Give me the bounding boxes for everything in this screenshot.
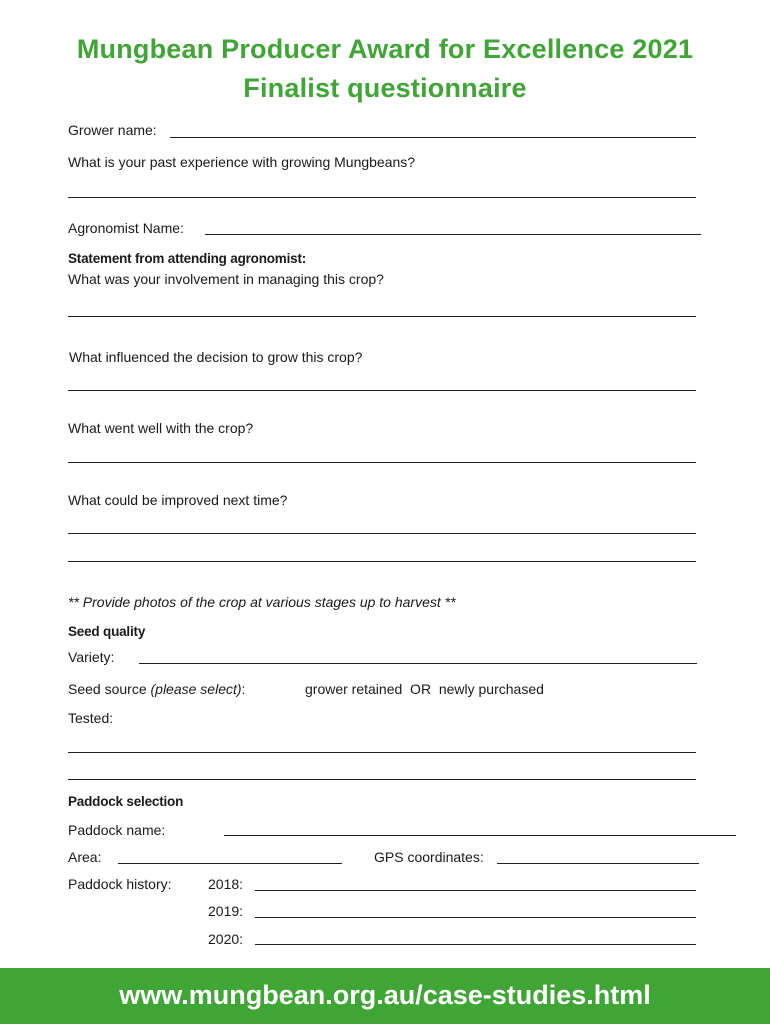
tested-line-2[interactable] — [68, 779, 696, 780]
tested-line-1[interactable] — [68, 752, 696, 753]
seed-quality-heading: Seed quality — [68, 624, 146, 639]
history-2019-line[interactable] — [255, 917, 696, 918]
went-well-question: What went well with the crop? — [68, 420, 254, 436]
seed-source-colon: : — [241, 681, 246, 697]
improved-line-2[interactable] — [68, 561, 696, 562]
photos-note: ** Provide photos of the crop at various stages up to harvest ** — [68, 594, 456, 610]
form-title: Mungbean Producer Award for Excellence 2021 — [76, 34, 694, 64]
grower-name-label: Grower name: — [68, 122, 157, 138]
footer-url[interactable]: www.mungbean.org.au/case-studies.html — [119, 980, 651, 1010]
seed-source-options[interactable]: grower retained OR newly purchased — [305, 681, 544, 697]
seed-source-text: Seed source — [68, 681, 147, 697]
statement-heading: Statement from attending agronomist: — [68, 251, 307, 266]
involvement-question: What was your involvement in managing this crop? — [68, 271, 384, 287]
paddock-heading: Paddock selection — [68, 794, 184, 809]
tested-label: Tested: — [68, 710, 114, 726]
past-experience-line[interactable] — [68, 197, 696, 198]
history-2018-line[interactable] — [255, 890, 696, 891]
paddock-name-label: Paddock name: — [68, 822, 166, 838]
gps-line[interactable] — [497, 863, 699, 864]
history-year-2019: 2019: — [208, 903, 244, 919]
influenced-line[interactable] — [68, 390, 696, 391]
variety-line[interactable] — [139, 663, 697, 664]
grower-name-line[interactable] — [170, 137, 696, 138]
influenced-question: What influenced the decision to grow this crop? — [69, 349, 363, 365]
seed-source-label — [68, 681, 245, 697]
history-year-2020: 2020: — [208, 931, 244, 947]
went-well-line[interactable] — [68, 462, 696, 463]
form-subtitle: Finalist questionnaire — [243, 73, 527, 103]
area-label: Area: — [68, 849, 102, 865]
paddock-name-line[interactable] — [224, 835, 736, 836]
variety-label: Variety: — [68, 649, 115, 665]
paddock-history-label: Paddock history: — [68, 876, 172, 892]
history-2020-line[interactable] — [255, 944, 696, 945]
past-experience-question: What is your past experience with growing Mungbeans? — [68, 154, 416, 170]
please-select-text: (please select) — [150, 681, 242, 697]
agronomist-name-line[interactable] — [205, 234, 701, 235]
area-line[interactable] — [118, 863, 342, 864]
gps-label: GPS coordinates: — [374, 849, 484, 865]
improved-line-1[interactable] — [68, 533, 696, 534]
history-year-2018: 2018: — [208, 876, 244, 892]
improved-question: What could be improved next time? — [68, 492, 288, 508]
involvement-line[interactable] — [68, 316, 696, 317]
agronomist-name-label: Agronomist Name: — [68, 220, 184, 236]
